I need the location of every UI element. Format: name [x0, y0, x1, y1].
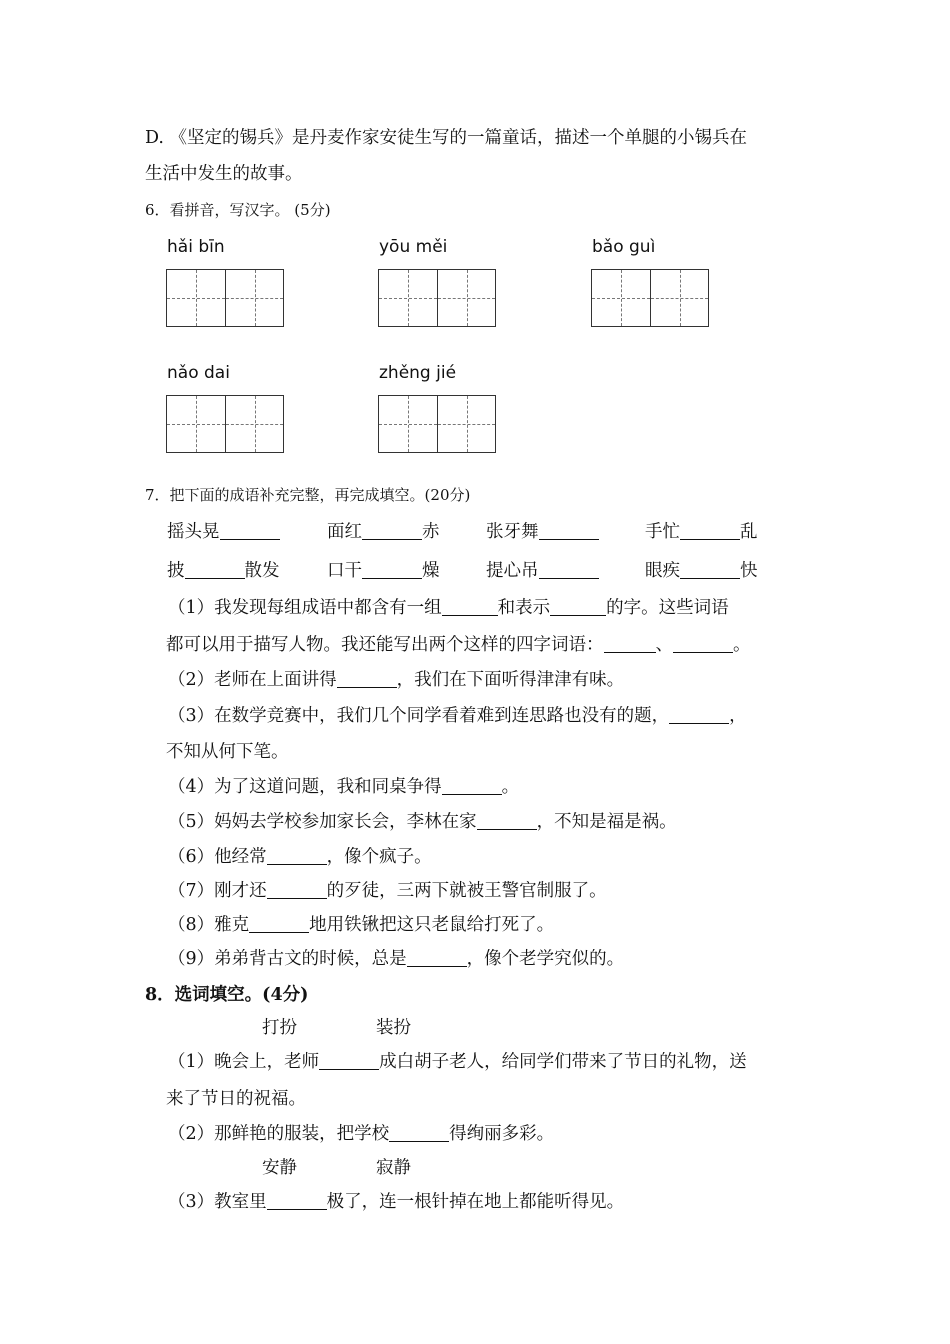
q8-sentence-1-cont: 来了节日的祝福。 [166, 1089, 306, 1109]
q7-sentence-9: （9）弟弟背古文的时候，总是 ，像个老学究似的。 [168, 949, 625, 969]
idiom-item: 提心吊 [486, 559, 599, 583]
word-option: 寂静 [376, 1158, 411, 1178]
writing-grid[interactable] [591, 269, 709, 327]
q7-sentence-3-cont: 不知从何下笔。 [166, 742, 289, 762]
answer-blank[interactable] [337, 670, 397, 689]
answer-blank[interactable] [362, 561, 422, 580]
idiom-item: 口干 燥 [327, 561, 440, 581]
idiom-item: 摇头晃 [167, 520, 280, 544]
answer-blank[interactable] [249, 915, 309, 934]
answer-blank[interactable] [539, 522, 599, 541]
answer-blank[interactable] [362, 522, 422, 541]
q7-title: 7．把下面的成语补充完整，再完成填空。(20分) [145, 486, 471, 504]
pinyin-label: zhěng jié [379, 363, 457, 383]
q8-sentence-2: （2）那鲜艳的服装，把学校 得绚丽多彩。 [168, 1124, 555, 1144]
pinyin-label: hǎi bīn [167, 237, 225, 257]
q7-sentence-3: （3）在数学竞赛中，我们几个同学看着难到连思路也没有的题， ， [168, 706, 747, 726]
answer-blank[interactable] [680, 561, 740, 580]
writing-grid[interactable] [378, 395, 496, 453]
q6-title: 6．看拼音，写汉字。 (5分) [145, 201, 331, 219]
q7-sentence-1-cont: 都可以用于描写人物。我还能写出两个这样的四字词语： 、 。 [166, 635, 751, 655]
word-option: 安静 [262, 1158, 297, 1178]
answer-blank[interactable] [267, 881, 327, 900]
writing-grid[interactable] [166, 395, 284, 453]
answer-blank[interactable] [442, 598, 498, 617]
word-option: 装扮 [376, 1018, 411, 1038]
idiom-item: 眼疾 快 [645, 561, 758, 581]
pinyin-label: bǎo guì [592, 237, 656, 257]
q5-option-d-line1: D. 《坚定的锡兵》是丹麦作家安徒生写的一篇童话，描述一个单腿的小锡兵在 [145, 128, 748, 148]
answer-blank[interactable] [185, 561, 245, 580]
idiom-item: 张牙舞 [486, 520, 599, 544]
q7-sentence-4: （4）为了这道问题，我和同桌争得 。 [168, 777, 520, 797]
answer-blank[interactable] [407, 949, 467, 968]
pinyin-label: yōu měi [379, 237, 448, 257]
q7-sentence-5: （5）妈妈去学校参加家长会，李林在家 ，不知是福是祸。 [168, 812, 677, 832]
q5-option-d-line2: 生活中发生的故事。 [145, 164, 303, 184]
q7-sentence-1: （1）我发现每组成语中都含有一组 和表示 的字。这些词语 [168, 598, 729, 618]
q7-sentence-7: （7）刚才还 的歹徒，三两下就被王警官制服了。 [168, 881, 607, 901]
answer-blank[interactable] [319, 1052, 379, 1071]
q7-sentence-2: （2）老师在上面讲得 ，我们在下面听得津津有味。 [168, 670, 625, 690]
q8-title: 8．选词填空。(4分) [145, 985, 309, 1005]
answer-blank[interactable] [539, 561, 599, 580]
writing-grid[interactable] [378, 269, 496, 327]
writing-grid[interactable] [166, 269, 284, 327]
answer-blank[interactable] [442, 777, 502, 796]
idiom-item: 披 散发 [167, 561, 280, 581]
q7-sentence-8: （8）雅克 地用铁锹把这只老鼠给打死了。 [168, 915, 555, 935]
answer-blank[interactable] [267, 847, 327, 866]
answer-blank[interactable] [267, 1192, 327, 1211]
q8-sentence-3: （3）教室里 极了，连一根针掉在地上都能听得见。 [168, 1192, 625, 1212]
answer-blank[interactable] [680, 522, 740, 541]
answer-blank[interactable] [389, 1124, 449, 1143]
answer-blank[interactable] [673, 635, 733, 654]
idiom-item: 手忙 乱 [645, 522, 758, 542]
answer-blank[interactable] [550, 598, 606, 617]
answer-blank[interactable] [669, 706, 729, 725]
answer-blank[interactable] [604, 635, 656, 654]
answer-blank[interactable] [220, 522, 280, 541]
word-option: 打扮 [262, 1018, 297, 1038]
pinyin-label: nǎo dai [167, 363, 230, 383]
idiom-item: 面红 赤 [327, 522, 440, 542]
q7-sentence-6: （6）他经常 ，像个疯子。 [168, 847, 432, 867]
q8-sentence-1: （1）晚会上，老师 成白胡子老人，给同学们带来了节日的礼物，送 [168, 1052, 747, 1072]
answer-blank[interactable] [477, 812, 537, 831]
